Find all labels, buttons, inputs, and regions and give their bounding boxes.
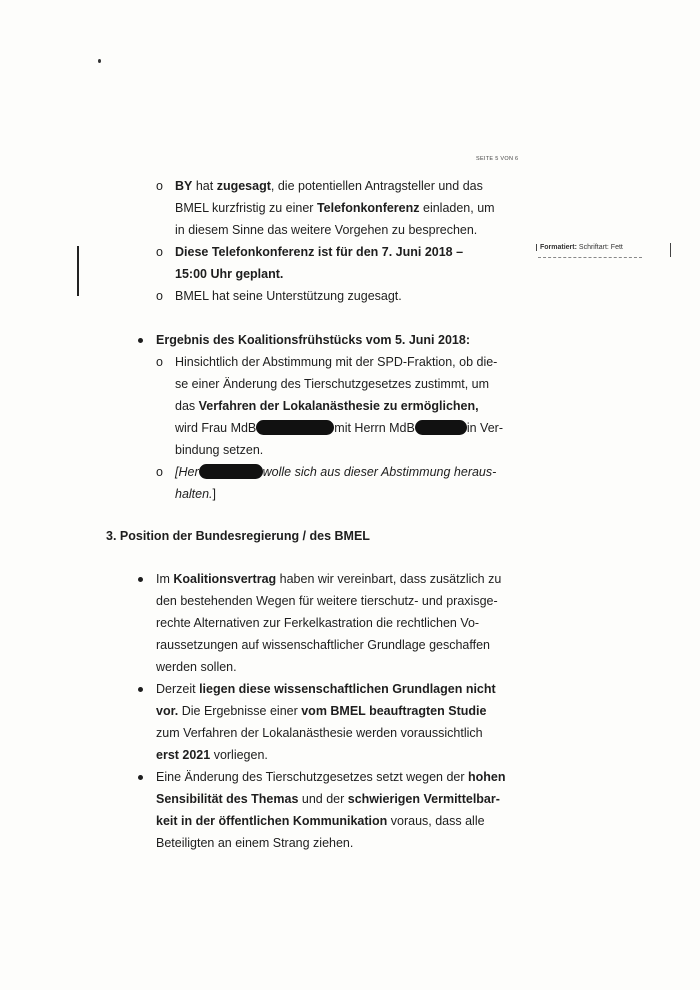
section-heading: 3. Position der Bundesregierung / des BMEL xyxy=(106,529,370,543)
text-line: keit in der öffentlichen Kommunikation voraus, dass alle xyxy=(156,814,485,828)
bullet-title: Ergebnis des Koalitionsfrühstücks vom 5. Juni 2018: xyxy=(156,333,470,347)
text-line: den bestehenden Wegen für weitere tierschutz- und praxisge- xyxy=(156,594,498,608)
bullet-dot xyxy=(138,687,143,692)
text-line: BMEL hat seine Unterstützung zugesagt. xyxy=(175,289,402,303)
text-line: halten.] xyxy=(175,487,217,501)
text-line: bindung setzen. xyxy=(175,443,264,457)
bullet-dot xyxy=(138,338,143,343)
change-bar xyxy=(77,246,79,296)
text-line: BY hat zugesagt, die potentiellen Antragsteller und das xyxy=(175,179,483,193)
comment-connector xyxy=(538,257,642,258)
bullet-dot xyxy=(138,577,143,582)
sub-bullet-marker: o xyxy=(156,289,163,303)
sub-bullet-marker: o xyxy=(156,355,163,369)
text-line: BMEL kurzfristig zu einer Telefonkonferenz einladen, um xyxy=(175,201,495,215)
text-line: 15:00 Uhr geplant. xyxy=(175,267,284,281)
comment-text: Schriftart: Fett xyxy=(578,244,623,251)
redaction-bar xyxy=(199,464,263,479)
text-line: in diesem Sinne das weitere Vorgehen zu besprechen. xyxy=(175,223,478,237)
text-line: Eine Änderung des Tierschutzgesetzes setzt wegen der hohen xyxy=(156,770,506,784)
format-comment[interactable] xyxy=(536,244,623,251)
redaction-bar xyxy=(256,420,334,435)
text-line: vor. Die Ergebnisse einer vom BMEL beauftragten Studie xyxy=(156,704,487,718)
text-line: erst 2021 vorliegen. xyxy=(156,748,268,762)
text-line: Sensibilität des Themas und der schwierigen Vermittelbar- xyxy=(156,792,500,806)
text-line: Hinsichtlich der Abstimmung mit der SPD-Fraktion, ob die- xyxy=(175,355,498,369)
scan-speck xyxy=(98,59,101,63)
text-line: zum Verfahren der Lokalanästhesie werden voraussichtlich xyxy=(156,726,483,740)
text-line: Derzeit liegen diese wissenschaftlichen Grundlagen nicht xyxy=(156,682,496,696)
text-line: wird Frau MdB mit Herrn MdB in Ver- xyxy=(175,421,503,435)
sub-bullet-marker: o xyxy=(156,179,163,193)
comment-edge xyxy=(670,243,671,257)
comment-label: Formatiert: xyxy=(540,244,577,251)
text-line: [Her wolle sich aus dieser Abstimmung heraus- xyxy=(175,465,497,479)
redaction-bar xyxy=(415,420,467,435)
text-line: rechte Alternativen zur Ferkelkastration die rechtlichen Vo- xyxy=(156,616,480,630)
text-line: das Verfahren der Lokalanästhesie zu ermöglichen, xyxy=(175,399,479,413)
page-number: SEITE 5 VON 6 xyxy=(476,156,519,162)
sub-bullet-marker: o xyxy=(156,465,163,479)
text-line: se einer Änderung des Tierschutzgesetzes zustimmt, um xyxy=(175,377,490,391)
text-line: raussetzungen auf wissenschaftlicher Grundlage geschaffen xyxy=(156,638,491,652)
text-line: Diese Telefonkonferenz ist für den 7. Juni 2018 – xyxy=(175,245,464,259)
text-line: Im Koalitionsvertrag haben wir vereinbart, dass zusätzlich zu xyxy=(156,572,502,586)
bullet-dot xyxy=(138,775,143,780)
text-line: werden sollen. xyxy=(156,660,237,674)
sub-bullet-marker: o xyxy=(156,245,163,259)
text-line: Beteiligten an einem Strang ziehen. xyxy=(156,836,354,850)
